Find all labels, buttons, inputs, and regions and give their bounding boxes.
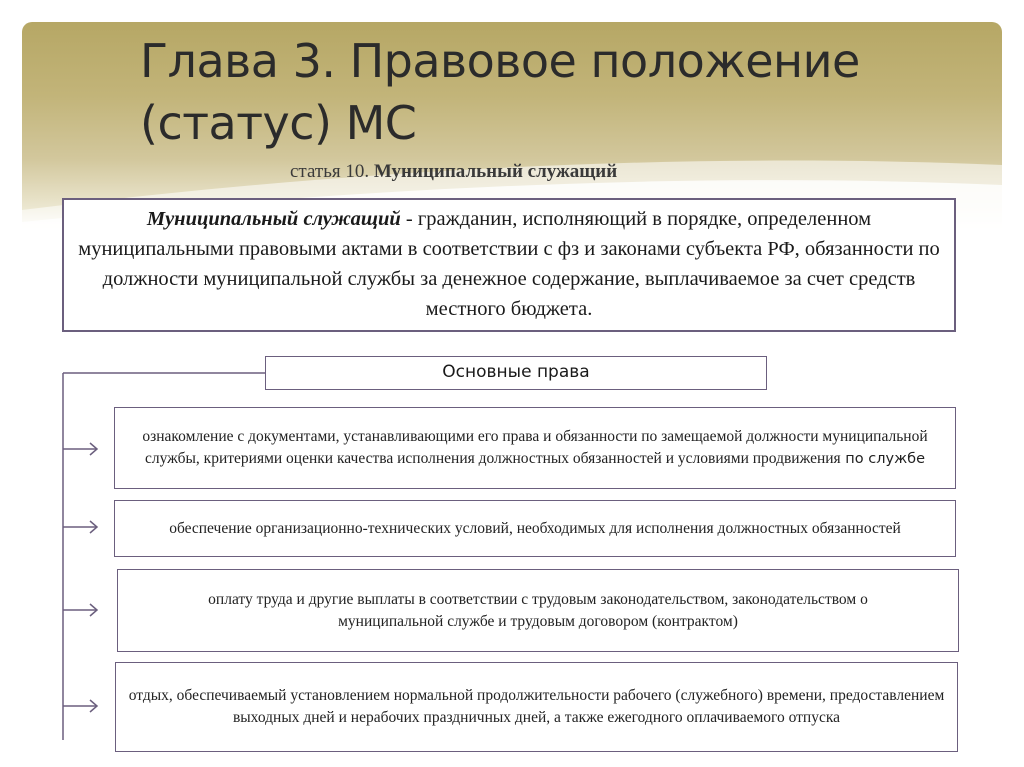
- right-item-4-text: отдых, обеспечиваемый установлением нормальной продолжительности рабочего (служебного) времени, предоставлением выходных дней и нерабочих праздничных дней, а также ежегодного оплачиваемого отпуска: [128, 687, 945, 726]
- right-item-3-text: оплату труда и другие выплаты в соответствии с трудовым законодательством, законодательством о муниципальной службе и трудовым договором (контрактом): [208, 590, 868, 630]
- right-item-3: [117, 569, 959, 652]
- subtitle-prefix: статья 10.: [290, 161, 370, 182]
- right-item-2-text: обеспечение организационно-технических условий, необходимых для исполнения должностных обязанностей: [169, 519, 901, 537]
- right-item-4: [115, 662, 958, 752]
- rights-heading: Основные права: [265, 356, 767, 390]
- subtitle-bold: Муниципальный служащий: [373, 161, 618, 182]
- right-item-1-text: ознакомление с документами, устанавливающими его права и обязанности по замещаемой должности муниципальной службы, критериями оценки качества исполнения должностных обязанностей и условиями продвижения: [142, 428, 928, 467]
- definition-term: Муниципальный служащий: [146, 208, 401, 230]
- right-item-2: [114, 500, 956, 557]
- page-title: Глава 3. Правовое положение (статус) МС: [140, 34, 860, 150]
- right-item-1-tail: по службе: [840, 451, 926, 467]
- definition-text: - гражданин, исполняющий в порядке, определенном муниципальными правовыми актами в соответствии с фз и законами субъекта РФ, обязанности по должности муниципальной службы за денежное содержание, выплачиваемое за счет средств местного бюджета.: [78, 208, 940, 320]
- right-item-1: [114, 407, 956, 489]
